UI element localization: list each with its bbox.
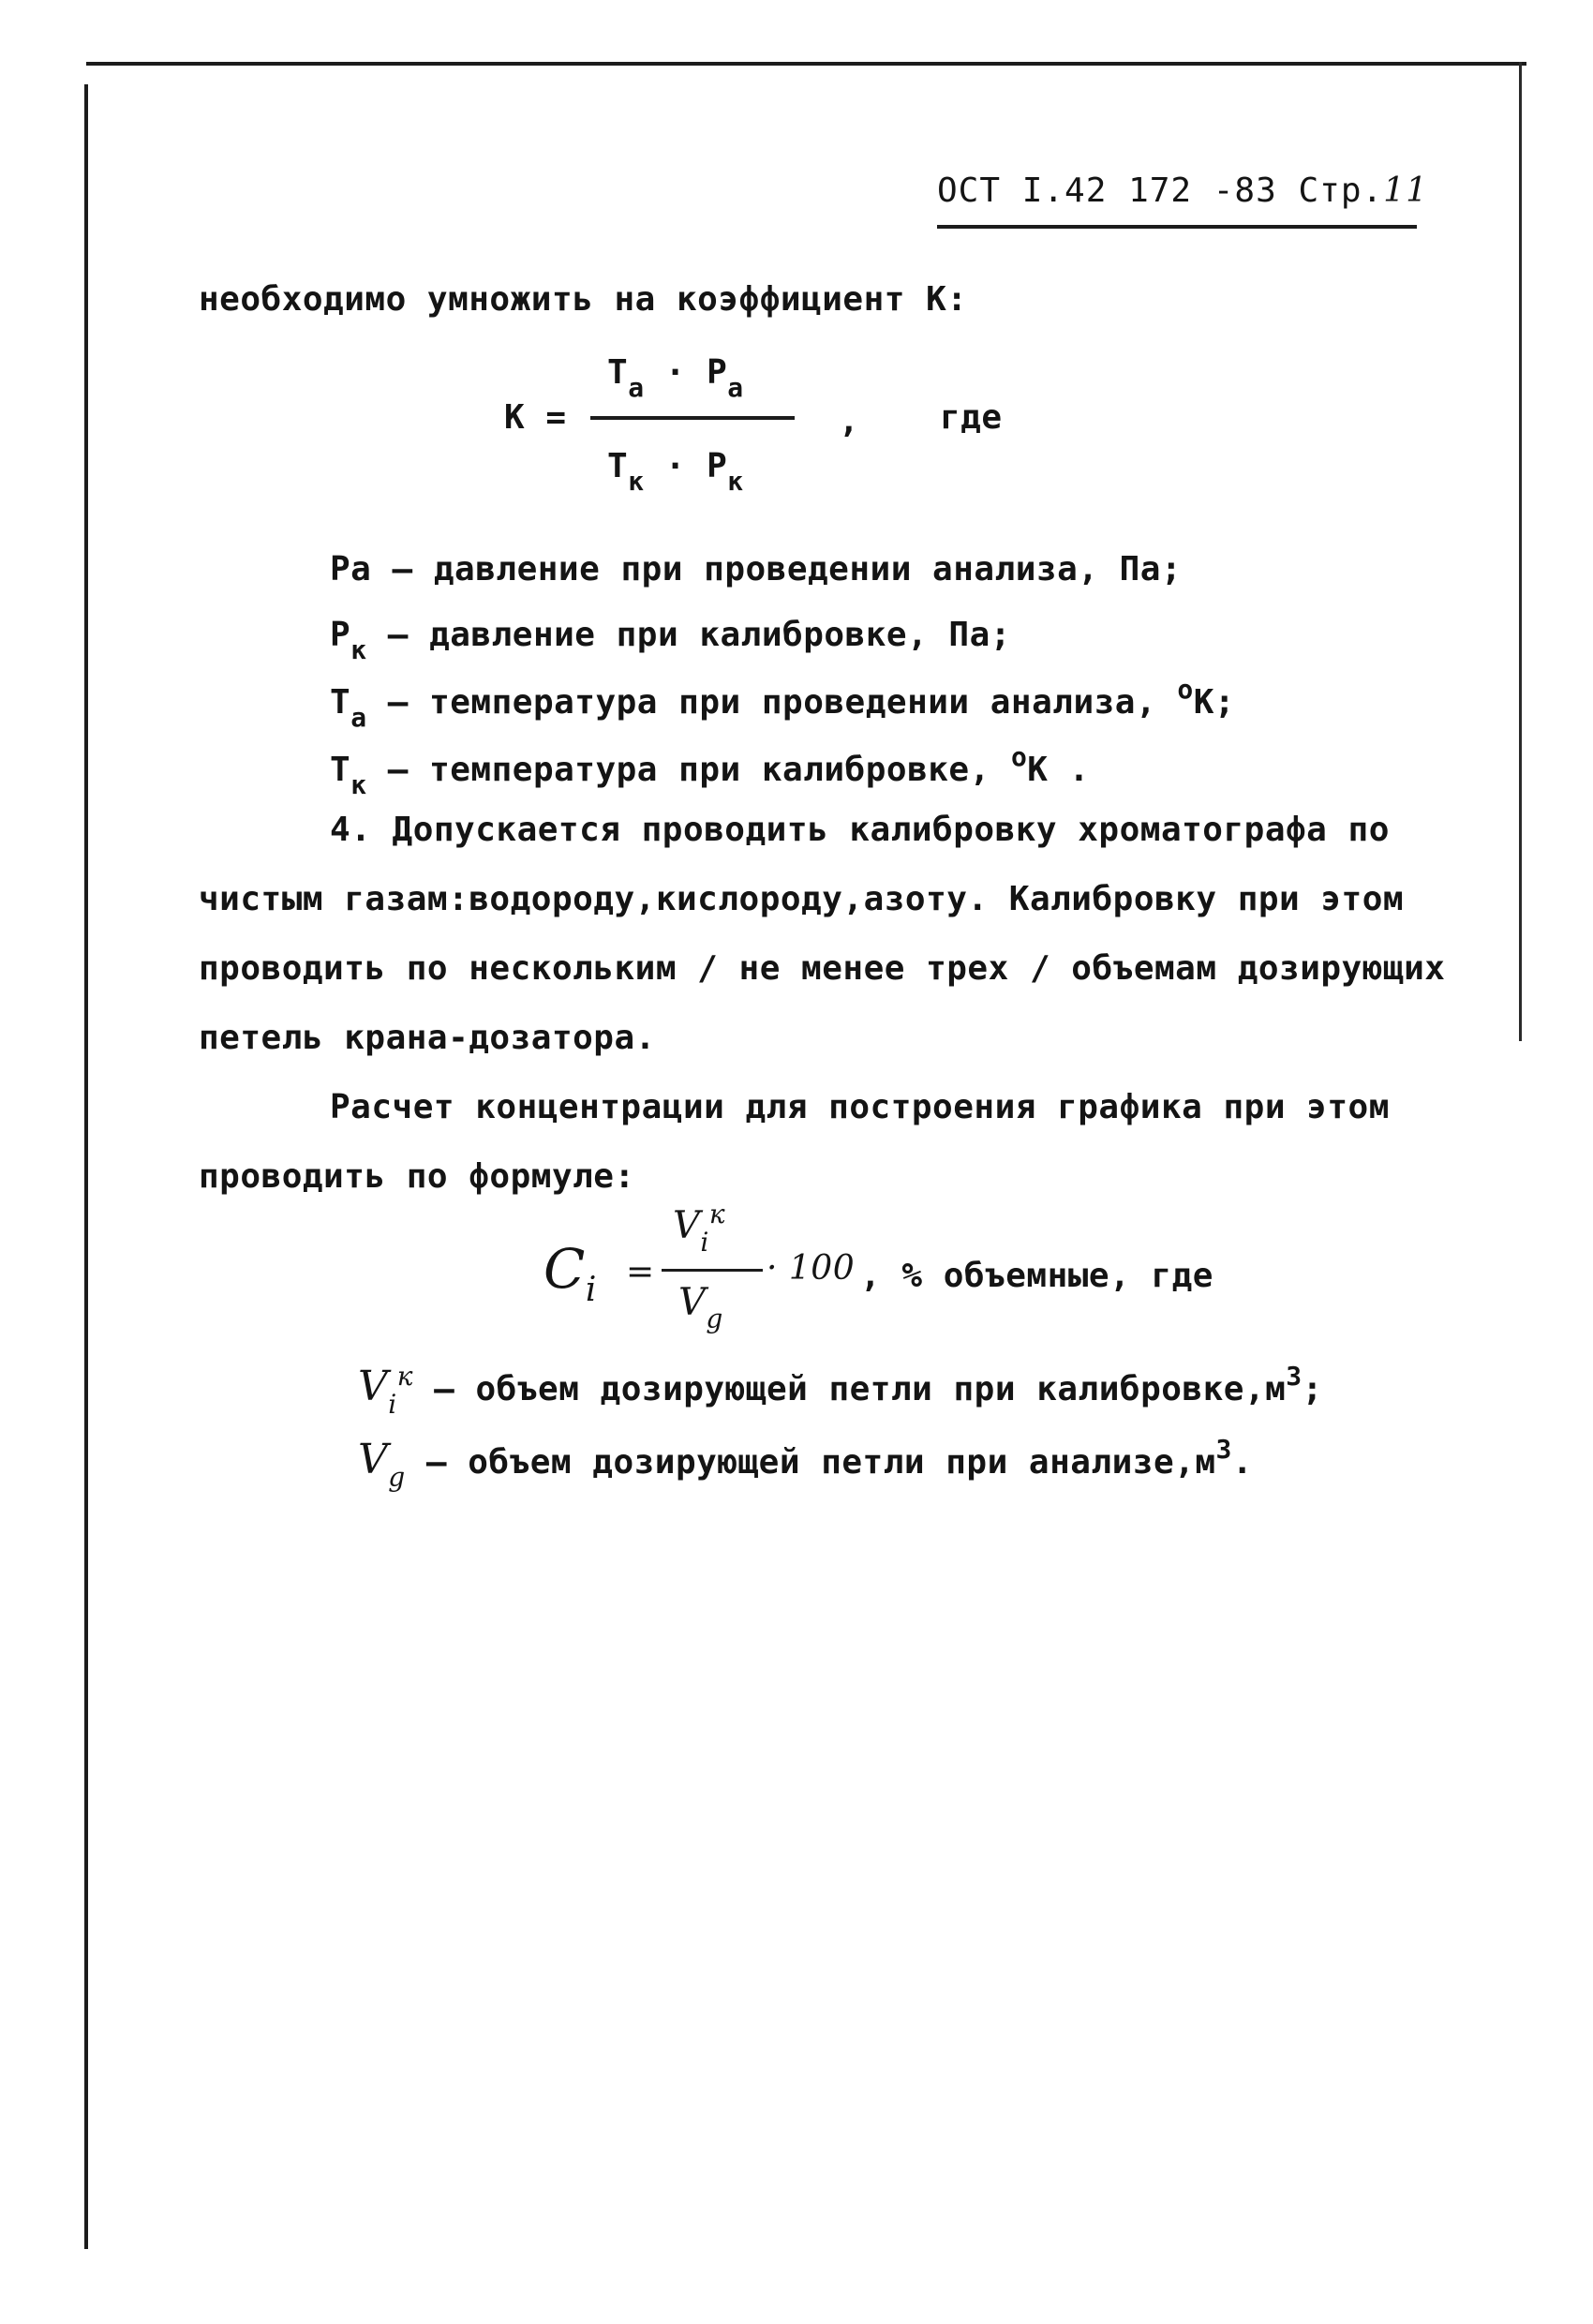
- definition-pk: $P_к$ – давление при калибровке, Па;: [330, 616, 1011, 665]
- formula-k-numerator: $T_a \cdot P_a$: [607, 353, 744, 403]
- definition-pa: Pa – давление при проведении анализа, Па;: [330, 550, 1183, 588]
- page-number: 11: [1383, 171, 1428, 210]
- formula-c-fraction-bar: [662, 1269, 763, 1272]
- formula-k-comma: ,: [839, 402, 860, 440]
- formula-c-denominator: $V_g$: [678, 1281, 723, 1334]
- definition-tk: $T_к$ – температура при калибровке, $^o$К .: [330, 741, 1090, 800]
- paragraph-4-line-4: петель крана-дозатора.: [199, 1019, 656, 1057]
- page-label: Стр.: [1298, 171, 1384, 210]
- formula-c-tail: , % объемные, где: [860, 1257, 1213, 1295]
- formula-c-numerator: $V_i^к$: [673, 1199, 726, 1258]
- calc-text-line-2: проводить по формуле:: [199, 1157, 635, 1196]
- formula-k-where: где: [940, 398, 1003, 437]
- header-rule: [937, 225, 1417, 229]
- formula-k-fraction-bar: [590, 416, 795, 420]
- page-frame-right: [1519, 62, 1522, 1041]
- intro-line: необходимо умножить на коэффициент К:: [199, 280, 968, 319]
- standard-number: ОСТ I.42 172 -83: [937, 171, 1277, 210]
- formula-c-equals: =: [626, 1253, 655, 1291]
- page-frame-top: [86, 62, 1526, 66]
- paragraph-4-line-3: проводить по нескольким / не менее трех / объемам дозирующих: [199, 949, 1446, 988]
- paragraph-4-line-2: чистым газам:водороду,кислороду,азоту. Калибровку при этом: [199, 880, 1405, 918]
- definition-vg: $V_g$ – объем дозирующей петли при $анализе,м^3$.: [358, 1434, 1254, 1493]
- formula-k-lhs: К =: [504, 398, 567, 437]
- formula-c-multiplier: · 100: [767, 1249, 856, 1288]
- calc-text-line-1: Расчет концентрации для построения графика при этом: [330, 1088, 1390, 1126]
- paragraph-4-line-1: 4. Допускается проводить калибровку хроматографа по: [330, 811, 1390, 849]
- definition-vik: $V_i^к$ – объем дозирующей петли при $калибровке,м^3$;: [358, 1361, 1323, 1420]
- definition-ta: $T_a$ – температура при проведении анализа, $^o$K;: [330, 674, 1236, 733]
- formula-c-lhs: $C_i$: [543, 1237, 597, 1309]
- document-header: [937, 171, 1428, 210]
- page-frame-left: [84, 84, 88, 2249]
- formula-k-denominator: $T_к \cdot P_к$: [607, 447, 744, 497]
